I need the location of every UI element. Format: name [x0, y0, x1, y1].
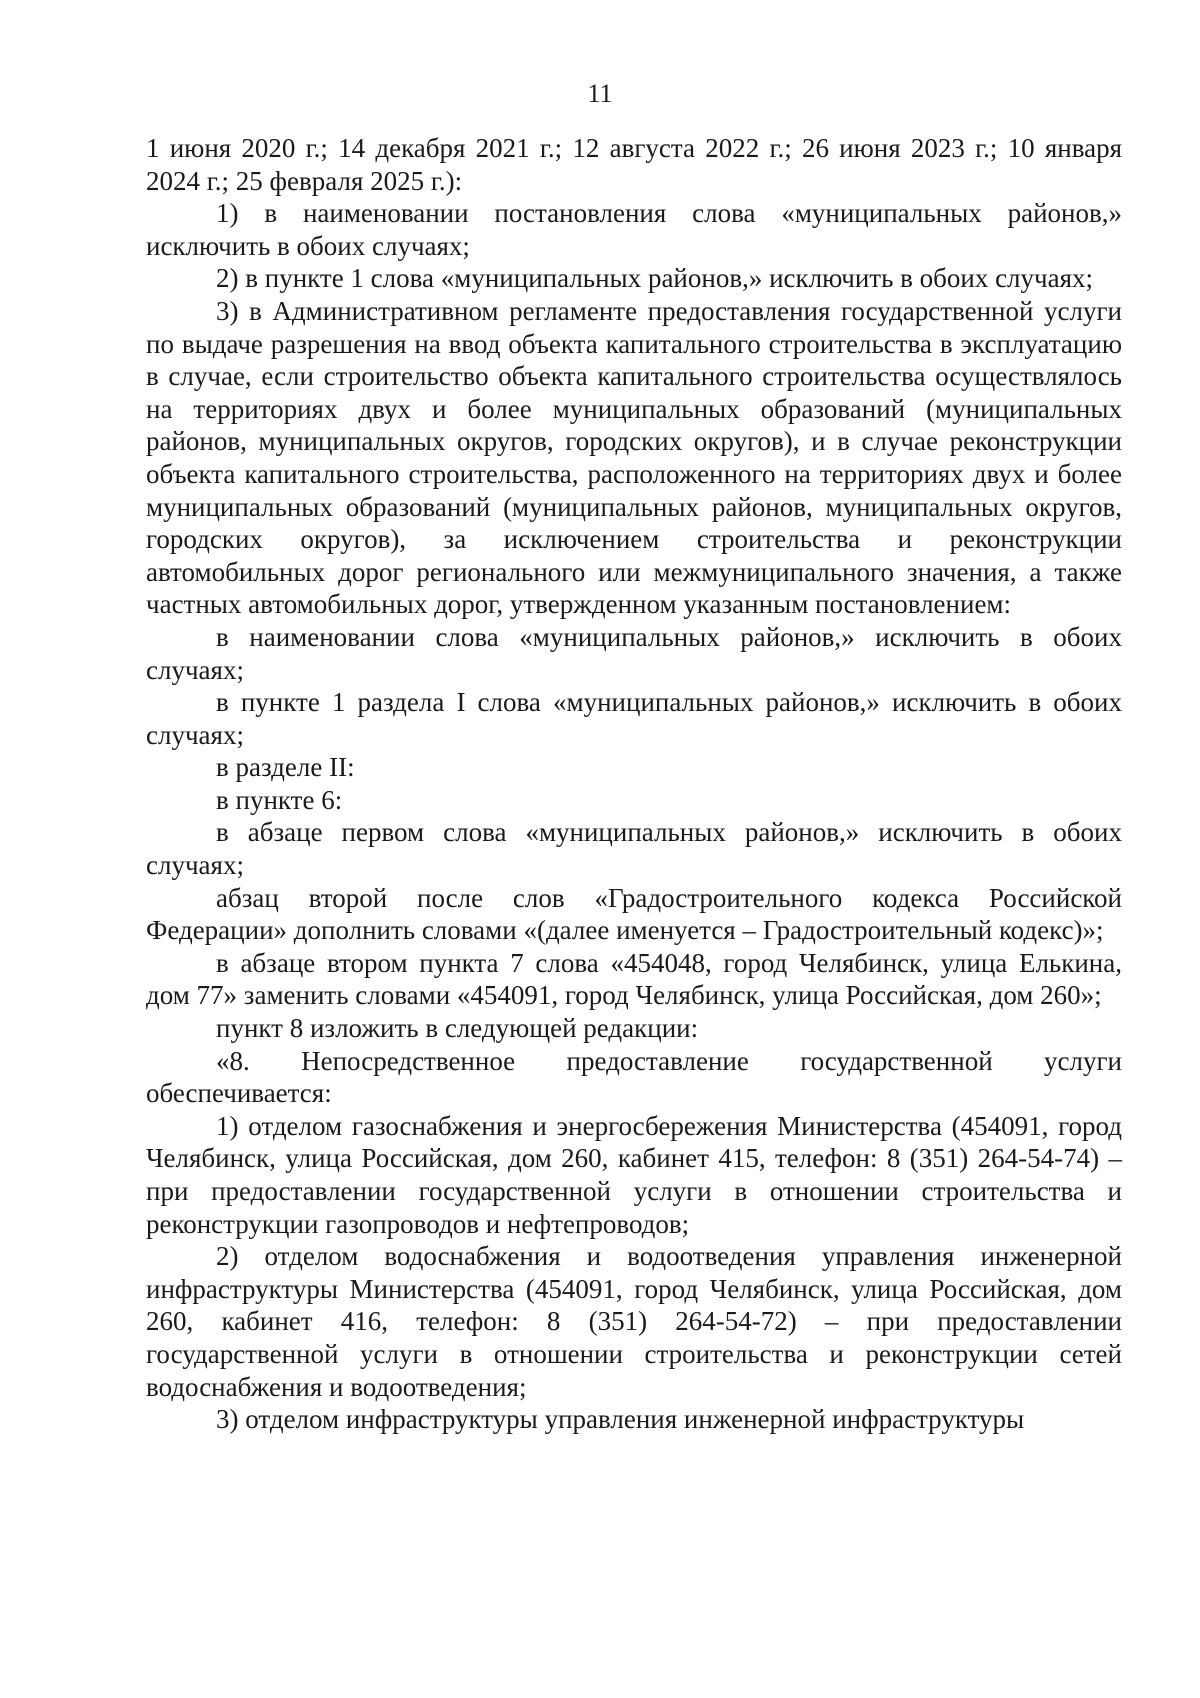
paragraph: 1 июня 2020 г.; 14 декабря 2021 г.; 12 августа 2022 г.; 26 июня 2023 г.; 10 января 2024 г.; 25 февраля 2025 г.):	[146, 133, 1122, 196]
paragraph: пункт 8 изложить в следующей редакции:	[216, 1013, 699, 1044]
page-number: 11	[587, 79, 613, 108]
paragraph: 3) в Административном регламенте предоставления государственной услуги по выдаче разрешения на ввод объекта капитального строительства в эксплуатацию в случае, если строительство объекта капитального строительства осуществлялось на территориях двух и более муниципальных образований (муниципальных районов, муниципальных округов, городских округов), и в случае реконструкции объекта капитального строительства, расположенного на территориях двух и более муниципальных образований (муниципальных районов, муниципальных округов, городских округов), за исключением строительства и реконструкции автомобильных дорог регионального или межмуниципального значения, а также частных автомобильных дорог, утвержденном указанным постановлением:	[146, 295, 1122, 620]
document-body	[146, 132, 1122, 1436]
paragraph: 2) в пункте 1 слова «муниципальных районов,» исключить в обоих случаях;	[216, 263, 1094, 294]
paragraph: абзац второй после слов «Градостроительного кодекса Российской Федерации» дополнить словами «(далее именуется – Градостроительный кодекс)»;	[146, 882, 1122, 946]
paragraph: 2) отделом водоснабжения и водоотведения управления инженерной инфраструктуры Министерства (454091, город Челябинск, улица Российская, дом 260, кабинет 416, телефон: 8 (351) 264-54-72) – при предоставлении государственной услуги в отношении строительства и реконструкции сетей водоснабжения и водоотведения;	[146, 1241, 1122, 1402]
paragraph: 1) в наименовании постановления слова «муниципальных районов,» исключить в обоих случаях;	[146, 198, 1122, 261]
paragraph: в абзаце первом слова «муниципальных районов,» исключить в обоих случаях;	[146, 817, 1122, 881]
paragraph: в пункте 6:	[216, 784, 343, 815]
paragraph: в разделе II:	[216, 752, 355, 783]
paragraph: «8. Непосредственное предоставление государственной услуги обеспечивается:	[146, 1045, 1122, 1109]
paragraph: в пункте 1 раздела I слова «муниципальных районов,» исключить в обоих случаях;	[146, 687, 1122, 750]
paragraph: в абзаце втором пункта 7 слова «454048, город Челябинск, улица Елькина, дом 77» заменить словами «454091, город Челябинск, улица Российская, дом 260»;	[146, 947, 1122, 1011]
paragraph: 3) отделом инфраструктуры управления инженерной инфраструктуры	[216, 1404, 1025, 1435]
paragraph: в наименовании слова «муниципальных районов,» исключить в обоих случаях;	[146, 621, 1122, 685]
paragraph: 1) отделом газоснабжения и энергосбережения Министерства (454091, город Челябинск, улица Российская, дом 260, кабинет 415, телефон: 8 (351) 264-54-74) – при предоставлении государственной услуги в отношении строительства и реконструкции газопроводов и нефтепроводов;	[146, 1110, 1122, 1239]
